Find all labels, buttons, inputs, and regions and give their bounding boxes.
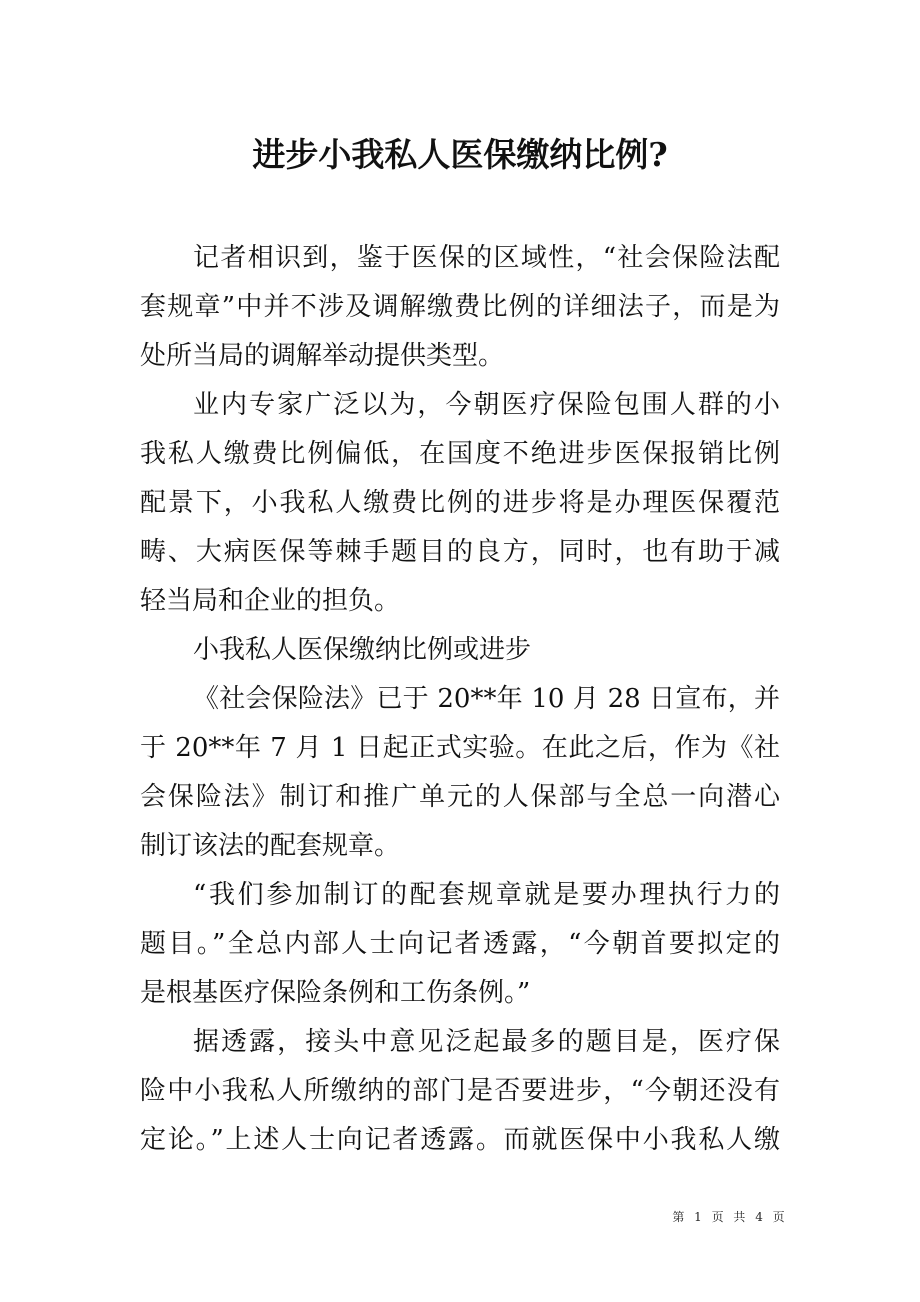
text-line: 定论。”上述人士向记者透露。而就医保中小我私人缴 — [140, 1125, 780, 1155]
text-line: 于 20**年 7 月 1 日起正式实验。在此之后，作为《社 — [140, 733, 780, 763]
text-line: “我们参加制订的配套规章就是要办理执行力的 — [193, 880, 780, 910]
text-line: 业内专家广泛以为，今朝医疗保险包围人群的小 — [193, 390, 780, 420]
page-number-footer: 第 1 页 共 4 页 — [672, 1210, 788, 1224]
text-line: 险中小我私人所缴纳的部门是否要进步，“今朝还没有 — [140, 1076, 780, 1106]
text-line: 小我私人医保缴纳比例或进步 — [193, 635, 532, 665]
text-line: 套规章”中并不涉及调解缴费比例的详细法子，而是为 — [140, 292, 780, 322]
text-line: 我私人缴费比例偏低，在国度不绝进步医保报销比例 — [140, 439, 780, 469]
document-title: 进步小我私人医保缴纳比例? — [252, 135, 668, 174]
text-line: 处所当局的调解举动提供类型。 — [140, 341, 505, 371]
text-line: 畴、大病医保等棘手题目的良方，同时，也有助于减 — [140, 537, 780, 567]
text-line: 《社会保险法》已于 20**年 10 月 28 日宣布，并 — [193, 684, 780, 714]
text-line: 记者相识到，鉴于医保的区域性，“社会保险法配 — [193, 243, 780, 273]
text-line: 据透露，接头中意见泛起最多的题目是，医疗保 — [193, 1027, 780, 1057]
text-line: 会保险法》制订和推广单元的人保部与全总一向潜心 — [140, 782, 780, 812]
text-line: 配景下，小我私人缴费比例的进步将是办理医保覆范 — [140, 488, 780, 518]
document-body — [140, 234, 780, 1165]
text-line: 是根基医疗保险条例和工伤条例。” — [140, 978, 531, 1008]
text-line: 制订该法的配套规章。 — [140, 831, 401, 861]
text-line: 轻当局和企业的担负。 — [140, 586, 401, 616]
text-line: 题目。”全总内部人士向记者透露，“今朝首要拟定的 — [140, 929, 780, 959]
